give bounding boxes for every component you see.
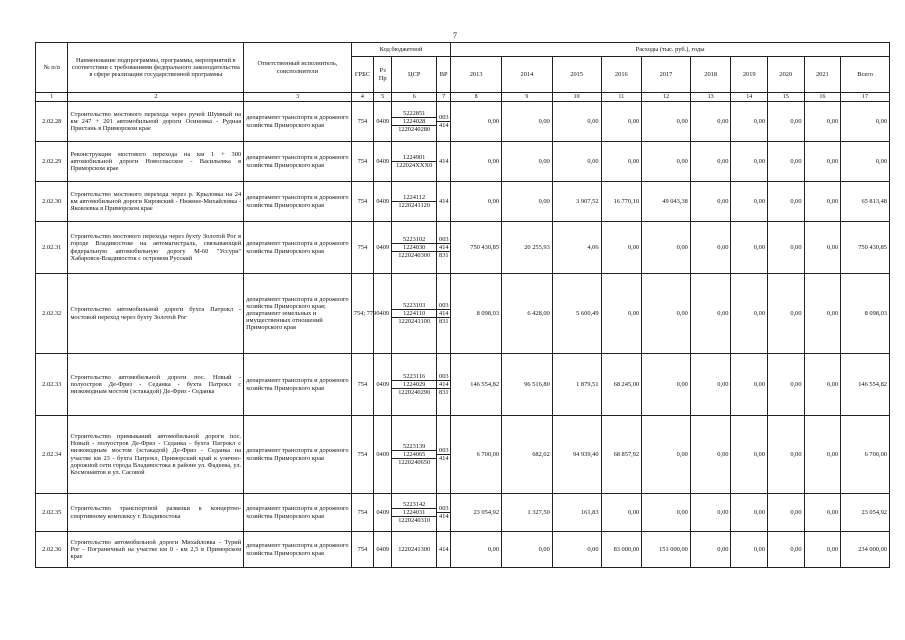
csr-code: 1220240650 <box>398 459 431 467</box>
row-amount: 0,00 <box>552 102 601 142</box>
col-number: 3 <box>244 93 352 102</box>
row-amount: 161,83 <box>552 494 601 532</box>
row-amount: 0,00 <box>804 494 841 532</box>
row-executor: департамент транспорта и дорожного хозяйства Приморского края <box>244 532 352 568</box>
row-amount: 0,00 <box>502 102 553 142</box>
row-amount: 49 043,38 <box>642 182 691 222</box>
row-amount: 0,00 <box>502 182 553 222</box>
row-id: 2.02.29 <box>36 142 68 182</box>
row-amount: 151 000,00 <box>642 532 691 568</box>
row-total: 23 054,92 <box>841 494 890 532</box>
col-number: 5 <box>374 93 392 102</box>
row-amount: 0,00 <box>502 142 553 182</box>
row-amount: 0,00 <box>731 354 768 416</box>
row-amount: 6 700,00 <box>451 416 502 494</box>
header-csr: ЦСР <box>392 57 437 93</box>
row-amount: 0,00 <box>642 494 691 532</box>
header-rzpr: Рз Пр <box>374 57 392 93</box>
row-amount: 0,00 <box>768 222 805 274</box>
col-number: 14 <box>731 93 768 102</box>
csr-code: 1224112 <box>392 194 436 202</box>
row-amount: 0,00 <box>690 274 731 354</box>
header-year: 2015 <box>552 57 601 93</box>
vr-code: 003 <box>439 301 449 309</box>
header-year: 2016 <box>601 57 642 93</box>
row-amount: 0,00 <box>552 142 601 182</box>
csr-code: 1220241120 <box>398 202 431 209</box>
row-amount: 0,00 <box>601 494 642 532</box>
header-expenses: Расходы (тыс. руб.), годы <box>451 43 890 57</box>
table-row <box>36 274 890 354</box>
row-amount: 0,00 <box>451 102 502 142</box>
header-name: Наименование подпрограммы, программы, мероприятий в соответствии с требованиями федерального законодательства в сфере реализации государственной программы <box>68 43 244 93</box>
row-amount: 0,00 <box>768 354 805 416</box>
csr-code: 1220240280 <box>398 126 431 134</box>
row-amount: 0,00 <box>768 416 805 494</box>
vr-code: 414 <box>439 122 449 129</box>
row-executor: департамент транспорта и дорожного хозяйства Приморского края; департамент земельных и имущественных отношений Приморского края <box>244 274 352 354</box>
col-number: 15 <box>768 93 805 102</box>
row-amount: 0,00 <box>731 182 768 222</box>
row-executor: департамент транспорта и дорожного хозяйства Приморского края <box>244 142 352 182</box>
vr-code: 831 <box>439 252 449 260</box>
row-grbs: 754; 779 <box>351 274 373 354</box>
row-amount: 0,00 <box>768 532 805 568</box>
csr-code: 1220240300 <box>398 252 431 260</box>
header-year: 2018 <box>690 57 731 93</box>
row-amount: 0,00 <box>731 222 768 274</box>
col-number: 17 <box>841 93 890 102</box>
row-amount: 0,00 <box>690 102 731 142</box>
row-vr <box>437 274 451 354</box>
row-vr <box>437 416 451 494</box>
vr-code: 414 <box>439 309 449 317</box>
row-vr <box>437 102 451 142</box>
row-amount: 0,00 <box>731 102 768 142</box>
row-amount: 0,00 <box>690 182 731 222</box>
row-csr <box>392 222 437 274</box>
row-amount: 6 428,00 <box>502 274 553 354</box>
row-amount: 0,00 <box>601 222 642 274</box>
budget-table <box>35 42 890 568</box>
table-row <box>36 102 890 142</box>
row-amount: 0,00 <box>601 142 642 182</box>
row-id: 2.02.31 <box>36 222 68 274</box>
row-vr <box>437 142 451 182</box>
row-csr <box>392 354 437 416</box>
row-amount: 0,00 <box>642 222 691 274</box>
row-amount: 0,00 <box>690 532 731 568</box>
row-rzpr: 0409 <box>374 182 392 222</box>
row-name: Строительство мостового перехода через р. Крыловка на 24 км автомобильной дороги Кировский - Нижнее-Михайловка - Яковлевка в Приморском крае <box>68 182 244 222</box>
col-number: 16 <box>804 93 841 102</box>
col-number: 6 <box>392 93 437 102</box>
row-total: 0,00 <box>841 102 890 142</box>
row-amount: 0,00 <box>690 494 731 532</box>
row-amount: 20 255,93 <box>502 222 553 274</box>
row-vr <box>437 494 451 532</box>
row-rzpr: 0409 <box>374 494 392 532</box>
row-total: 8 098,03 <box>841 274 890 354</box>
row-amount: 0,00 <box>768 494 805 532</box>
row-amount: 23 054,92 <box>451 494 502 532</box>
row-total: 65 813,48 <box>841 182 890 222</box>
row-id: 2.02.32 <box>36 274 68 354</box>
row-rzpr: 0409 <box>374 274 392 354</box>
row-amount: 68 857,92 <box>601 416 642 494</box>
row-name: Строительство мостового перехода через ручей Шумный на км 247 + 201 автомобильной дороги Осиновка - Рудная Пристань в Приморском крае <box>68 102 244 142</box>
row-id: 2.02.33 <box>36 354 68 416</box>
row-name: Строительство автомобильной дороги Михайловка - Турий Рог - Пограничный на участке км 0 - км 2,5 в Приморском крае <box>68 532 244 568</box>
row-grbs: 754 <box>351 494 373 532</box>
row-name: Строительство транспортной развязки к концертно-спортивному комплексу г. Владивостока <box>68 494 244 532</box>
row-amount: 0,00 <box>804 532 841 568</box>
row-amount: 0,00 <box>804 102 841 142</box>
row-amount: 0,00 <box>768 142 805 182</box>
row-amount: 0,00 <box>731 142 768 182</box>
row-id: 2.02.35 <box>36 494 68 532</box>
row-amount: 8 098,03 <box>451 274 502 354</box>
row-name: Строительство автомобильной дороги пос. Новый - полуостров Де-Фриз - Седанка - бухта Патрокл с низководным мостом (эстакадой) Де-Фриз - Седанка <box>68 354 244 416</box>
row-rzpr: 0409 <box>374 354 392 416</box>
csr-code: 5223102 <box>392 236 436 244</box>
row-id: 2.02.36 <box>36 532 68 568</box>
row-id: 2.02.30 <box>36 182 68 222</box>
vr-code: 414 <box>439 380 449 388</box>
table-row <box>36 222 890 274</box>
header-year: 2014 <box>502 57 553 93</box>
row-grbs: 754 <box>351 416 373 494</box>
vr-code: 003 <box>439 446 449 454</box>
csr-code: 1224029 <box>392 381 436 389</box>
row-amount: 0,00 <box>768 274 805 354</box>
row-vr <box>437 354 451 416</box>
vr-code: 414 <box>439 513 449 520</box>
row-amount: 682,02 <box>502 416 553 494</box>
table-row <box>36 494 890 532</box>
row-amount: 0,00 <box>768 102 805 142</box>
row-amount: 0,00 <box>804 354 841 416</box>
budget-rows <box>36 102 890 568</box>
csr-code: 5223103 <box>392 302 436 310</box>
row-amount: 0,00 <box>451 532 502 568</box>
row-rzpr: 0409 <box>374 532 392 568</box>
csr-code: 1224110 <box>392 310 436 318</box>
vr-code: 003 <box>439 113 449 121</box>
col-number: 1 <box>36 93 68 102</box>
row-amount: 146 554,82 <box>451 354 502 416</box>
row-grbs: 754 <box>351 222 373 274</box>
vr-code: 831 <box>439 389 449 397</box>
col-number: 9 <box>502 93 553 102</box>
vr-code: 414 <box>439 157 449 165</box>
row-executor: департамент транспорта и дорожного хозяйства Приморского края <box>244 416 352 494</box>
row-vr <box>437 532 451 568</box>
row-amount: 0,00 <box>804 142 841 182</box>
row-csr <box>392 416 437 494</box>
row-amount: 0,00 <box>642 142 691 182</box>
row-csr <box>392 102 437 142</box>
csr-code: 1224030 <box>392 244 436 252</box>
row-amount: 0,00 <box>804 416 841 494</box>
col-number: 10 <box>552 93 601 102</box>
header-year: 2020 <box>768 57 805 93</box>
row-amount: 0,00 <box>642 354 691 416</box>
table-row <box>36 354 890 416</box>
header-year: 2021 <box>804 57 841 93</box>
csr-code: 1220241300 <box>398 545 431 553</box>
vr-code: 414 <box>439 197 449 205</box>
row-rzpr: 0409 <box>374 416 392 494</box>
row-amount: 0,00 <box>731 416 768 494</box>
row-rzpr: 0409 <box>374 142 392 182</box>
row-name: Строительство автомобильной дороги бухта Патрокл - мостовой переход через бухту Золотой Рог <box>68 274 244 354</box>
row-rzpr: 0409 <box>374 102 392 142</box>
row-name: Строительство мостового перехода через бухту Золотой Рог в городе Владивостоке на автомагистраль, связывающей федеральную автомобильную дорогу М-60 "Уссури" Хабаровск-Владивосток с островом Русский <box>68 222 244 274</box>
row-id: 2.02.34 <box>36 416 68 494</box>
row-amount: 0,00 <box>601 274 642 354</box>
csr-code: 1224901 <box>392 154 436 162</box>
row-amount: 0,00 <box>642 274 691 354</box>
header-year: 2017 <box>642 57 691 93</box>
column-number-row <box>36 93 890 102</box>
csr-code: 1224031 <box>392 509 436 517</box>
row-vr <box>437 222 451 274</box>
col-number: 8 <box>451 93 502 102</box>
row-amount: 0,00 <box>804 182 841 222</box>
row-amount: 83 000,00 <box>601 532 642 568</box>
row-csr <box>392 494 437 532</box>
row-amount: 96 516,80 <box>502 354 553 416</box>
row-rzpr: 0409 <box>374 222 392 274</box>
row-amount: 0,00 <box>731 532 768 568</box>
row-vr <box>437 182 451 222</box>
row-grbs: 754 <box>351 142 373 182</box>
row-amount: 5 600,49 <box>552 274 601 354</box>
row-executor: департамент транспорта и дорожного хозяйства Приморского края <box>244 102 352 142</box>
row-amount: 4,06 <box>552 222 601 274</box>
csr-code: 1224065 <box>392 451 436 459</box>
row-executor: департамент транспорта и дорожного хозяйства Приморского края <box>244 494 352 532</box>
csr-code: 5223139 <box>392 443 436 451</box>
row-csr <box>392 532 437 568</box>
row-grbs: 754 <box>351 102 373 142</box>
csr-code: 1220240310 <box>398 517 431 525</box>
row-amount: 1 879,51 <box>552 354 601 416</box>
csr-code: 1224028 <box>392 118 436 126</box>
row-amount: 750 430,85 <box>451 222 502 274</box>
row-amount: 0,00 <box>731 274 768 354</box>
row-amount: 0,00 <box>642 416 691 494</box>
row-executor: департамент транспорта и дорожного хозяйства Приморского края <box>244 182 352 222</box>
row-amount: 0,00 <box>502 532 553 568</box>
row-name: Реконструкция мостового перехода на км 1 + 300 автомобильной дороги Новоспасское - Васильевка в Приморском крае <box>68 142 244 182</box>
csr-code: 1220240290 <box>398 389 431 397</box>
vr-code: 003 <box>439 504 449 512</box>
row-id: 2.02.28 <box>36 102 68 142</box>
row-csr <box>392 142 437 182</box>
csr-code: 5223142 <box>392 501 436 509</box>
row-total: 234 000,00 <box>841 532 890 568</box>
col-number: 2 <box>68 93 244 102</box>
row-csr <box>392 274 437 354</box>
col-number: 12 <box>642 93 691 102</box>
row-amount: 0,00 <box>768 182 805 222</box>
row-amount: 0,00 <box>451 182 502 222</box>
row-amount: 0,00 <box>601 102 642 142</box>
col-number: 13 <box>690 93 731 102</box>
row-total: 750 430,85 <box>841 222 890 274</box>
row-amount: 16 770,10 <box>601 182 642 222</box>
row-amount: 3 907,52 <box>552 182 601 222</box>
header-vr: ВР <box>437 57 451 93</box>
row-amount: 0,00 <box>804 274 841 354</box>
header-year: 2019 <box>731 57 768 93</box>
row-grbs: 754 <box>351 182 373 222</box>
row-amount: 0,00 <box>552 532 601 568</box>
table-row <box>36 416 890 494</box>
col-number: 7 <box>437 93 451 102</box>
row-amount: 0,00 <box>690 354 731 416</box>
row-executor: департамент транспорта и дорожного хозяйства Приморского края <box>244 222 352 274</box>
header-grbs: ГРБС <box>351 57 373 93</box>
header-budget-code: Код бюджетной <box>351 43 450 57</box>
row-csr <box>392 182 437 222</box>
page-number: 7 <box>453 31 457 40</box>
row-total: 6 700,00 <box>841 416 890 494</box>
row-amount: 0,00 <box>451 142 502 182</box>
vr-code: 003 <box>439 235 449 243</box>
vr-code: 414 <box>439 455 449 462</box>
vr-code: 414 <box>439 243 449 251</box>
row-amount: 1 327,50 <box>502 494 553 532</box>
row-grbs: 754 <box>351 354 373 416</box>
table-row <box>36 142 890 182</box>
table-row <box>36 532 890 568</box>
row-amount: 68 245,00 <box>601 354 642 416</box>
row-amount: 0,00 <box>804 222 841 274</box>
row-amount: 0,00 <box>690 222 731 274</box>
csr-code: 122024XXX0 <box>396 162 433 169</box>
row-total: 146 554,82 <box>841 354 890 416</box>
col-number: 11 <box>601 93 642 102</box>
row-amount: 0,00 <box>690 416 731 494</box>
csr-code: 5222851 <box>392 110 436 118</box>
row-grbs: 754 <box>351 532 373 568</box>
row-amount: 94 939,40 <box>552 416 601 494</box>
csr-code: 1220241100 <box>398 318 431 326</box>
header-executor: Ответственный исполнитель, соисполнители <box>244 43 352 93</box>
vr-code: 003 <box>439 372 449 380</box>
csr-code: 5223116 <box>392 373 436 381</box>
vr-code: 414 <box>439 545 449 553</box>
row-executor: департамент транспорта и дорожного хозяйства Приморского края <box>244 354 352 416</box>
header-year: 2013 <box>451 57 502 93</box>
row-amount: 0,00 <box>731 494 768 532</box>
row-total: 0,00 <box>841 142 890 182</box>
vr-code: 831 <box>439 318 449 326</box>
header-row-num: № п/п <box>36 43 68 93</box>
col-number: 4 <box>351 93 373 102</box>
row-amount: 0,00 <box>690 142 731 182</box>
table-row <box>36 182 890 222</box>
header-total: Всего <box>841 57 890 93</box>
row-name: Строительство примыканий автомобильной дороги пос. Новый - полуостров Де-Фриз - Седанка - бухта Патрокл с низководным мостом (эстакадой) Де-Фриз - Седанка на участке км 23 - бухта Патрокл, Приморский край к улично-дорожной сети города Владивостока в районе ул. Фадеева, ул. Космонавтов и ул. Сасовой <box>68 416 244 494</box>
row-amount: 0,00 <box>642 102 691 142</box>
